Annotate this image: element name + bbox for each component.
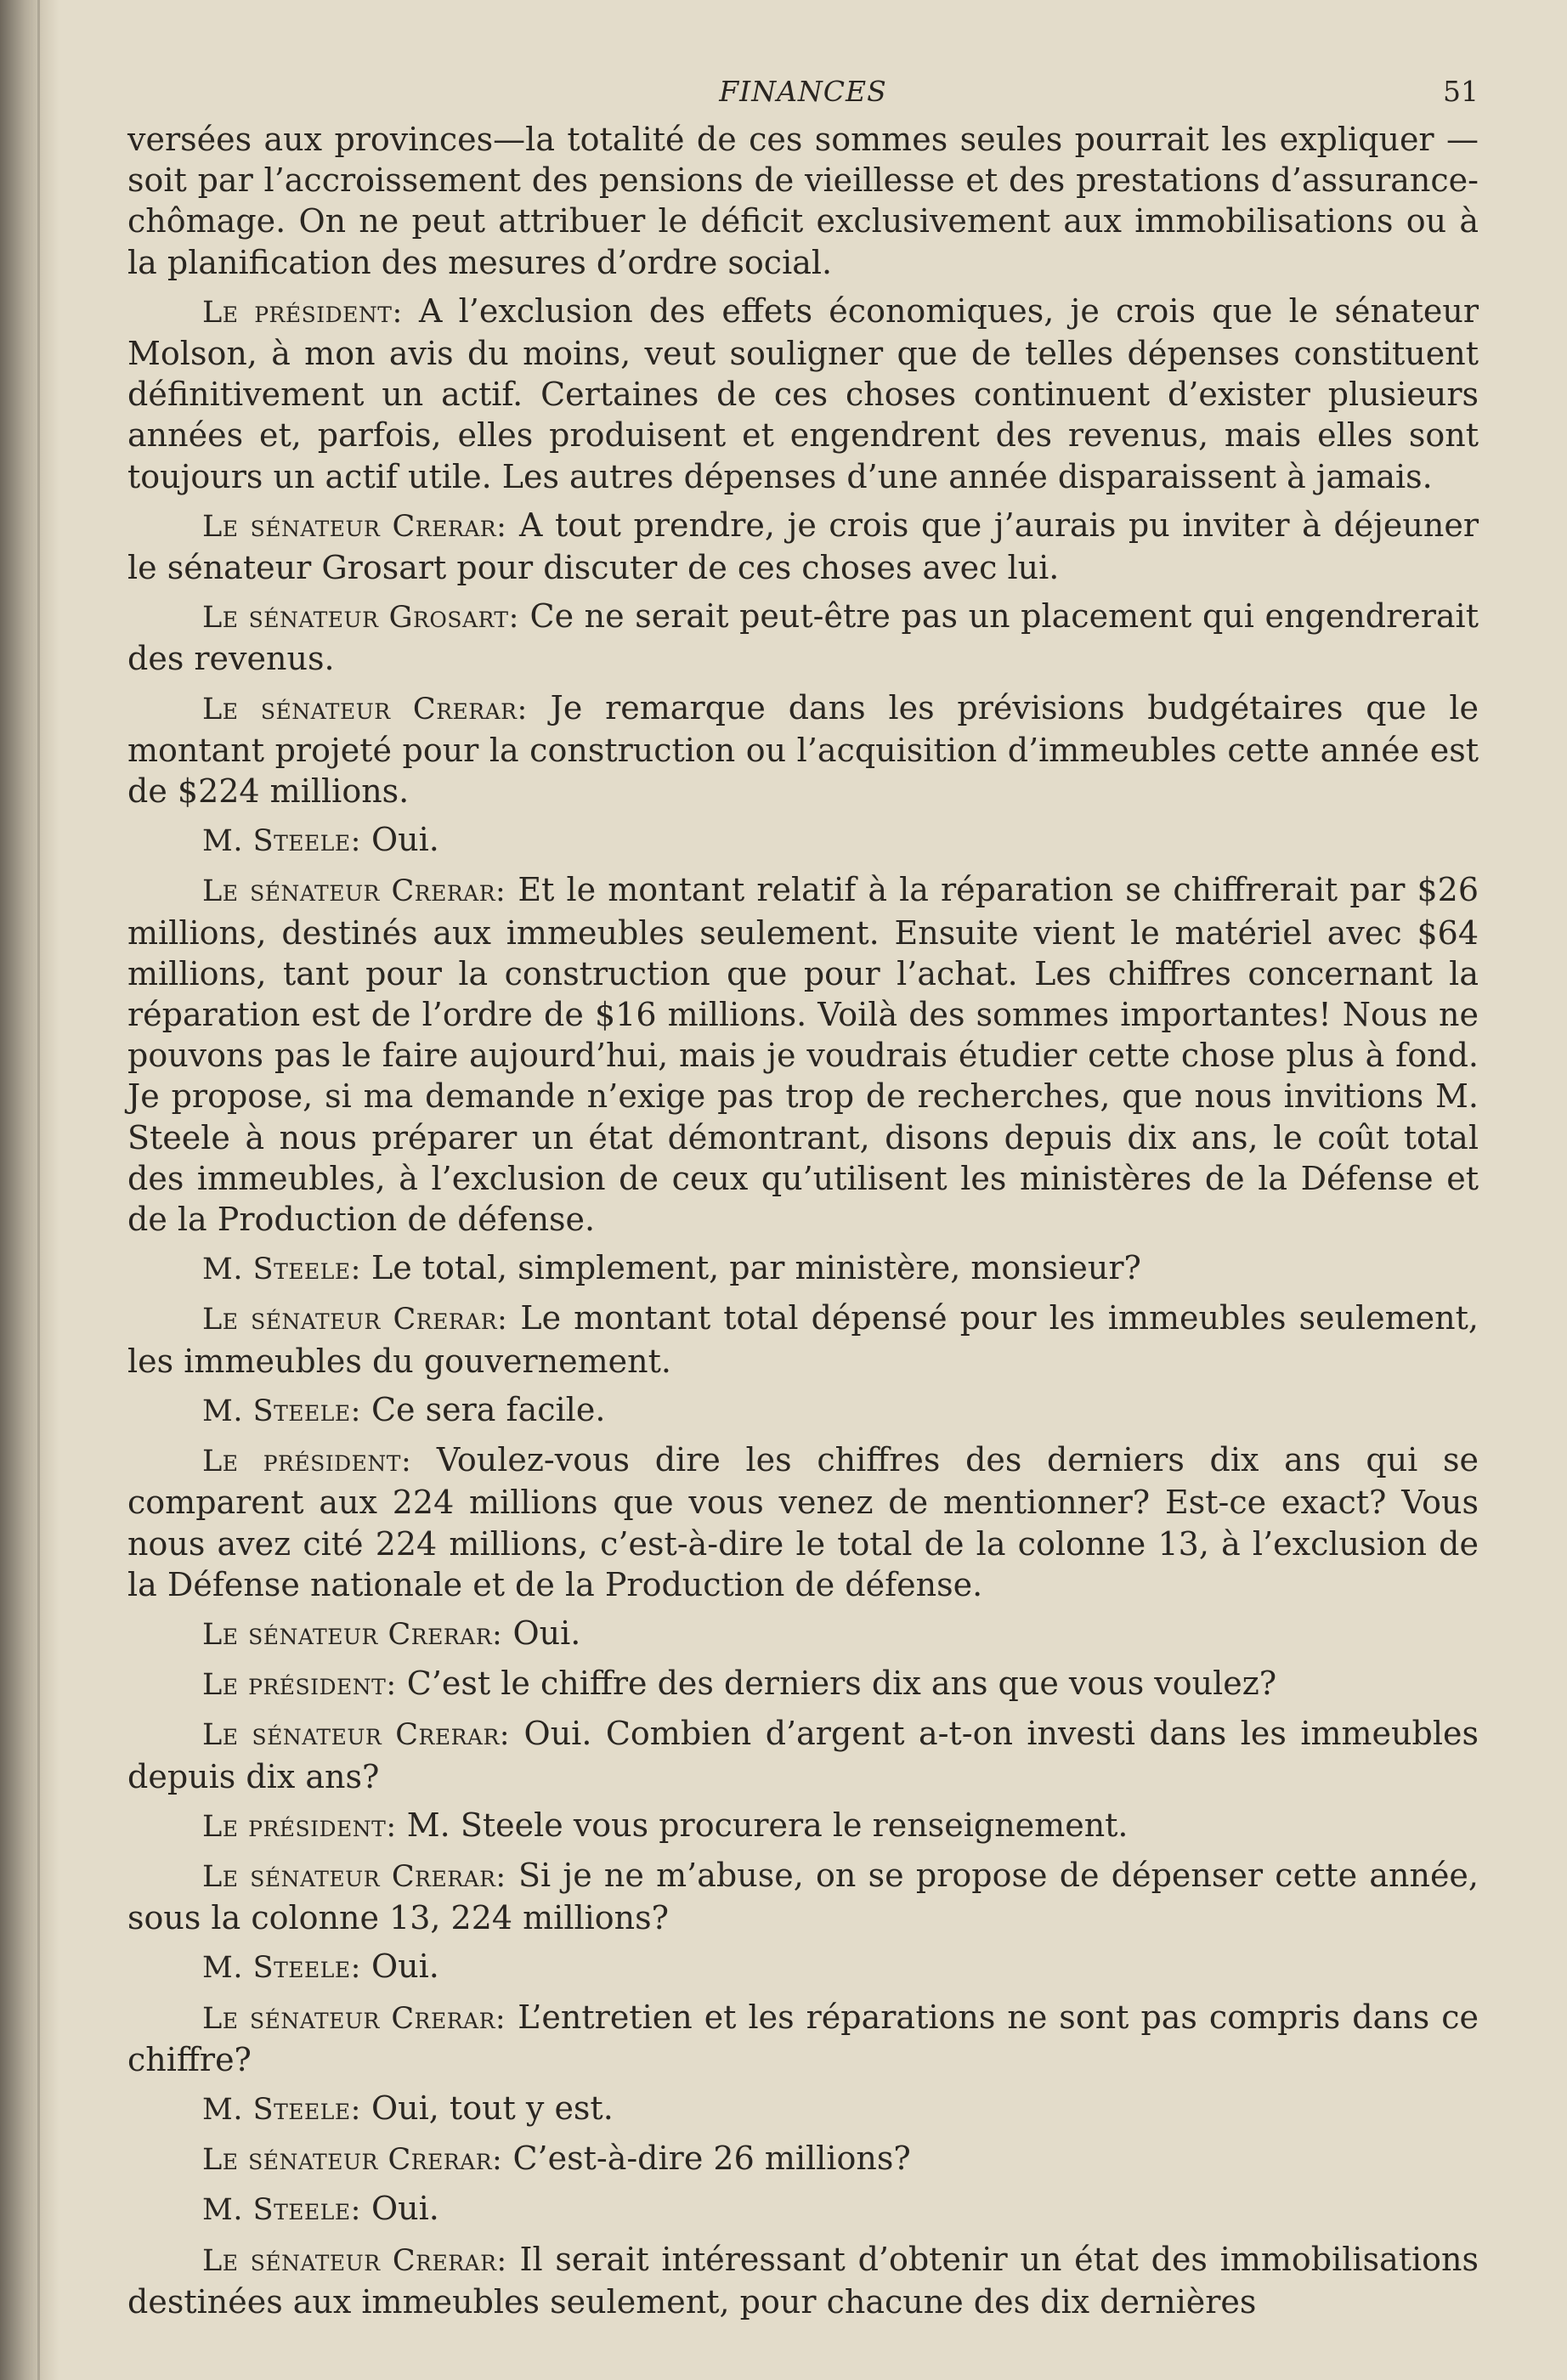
paragraph [127,291,1479,497]
paragraph-text: Voulez-vous dire les chiffres des derniers dix ans qui se comparent aux 224 millions que vous venez de mentionner? Est-ce exact? Vous nous avez cité 224 millions, c’est-à-dire le total de la colonne 13, à l’exclusion de la Défense nationale et de la Production de défense. [127,1441,1479,1603]
speaker-name: Le sénateur Crerar: [202,692,528,726]
transcript-body [127,119,1479,2322]
paragraph [127,119,1479,283]
paragraph-text: M. Steele vous procurera le renseignement. [406,1806,1129,1844]
speaker-name: M. Steele: [202,2193,361,2228]
paragraph [127,505,1479,588]
paragraph-text: Ce sera facile. [371,1390,606,1428]
speaker-name: M. Steele: [202,1394,361,1428]
paragraph-text: Oui. [371,821,439,859]
paragraph-text: Le montant total dépensé pour les immeubles seulement, les immeubles du gouvernement. [127,1299,1479,1380]
paragraph-text: versées aux provinces—la totalité de ces sommes seules pourrait les expliquer —soit par l’accroissement des pensions de vieillesse et des prestations d’assurance-chômage. On ne peut attribuer le déficit exclusivement aux immobilisations ou à la planification des mesures d’ordre social. [127,121,1479,281]
paragraph [127,1805,1479,1847]
speaker-name: Le sénateur Crerar: [202,874,506,909]
paragraph [127,687,1479,812]
paragraph [127,819,1479,862]
paragraph [127,1613,1479,1655]
paragraph-text: A l’exclusion des effets économiques, je crois que le sénateur Molson, à mon avis du moins, veut souligner que de telles dépenses constituent définitivement un actif. Certaines de ces choses continuent d’exister plusieurs années et, parfois, elles produisent et engendrent des revenus, mais elles sont toujours un actif utile. Les autres dépenses d’une année disparaissent à jamais. [127,291,1479,495]
speaker-name: Le sénateur Crerar: [202,2001,506,2036]
running-title: FINANCES [719,75,887,108]
speaker-name: Le président: [202,295,403,330]
speaker-name: Le sénateur Crerar: [202,509,507,544]
document-page [127,59,1479,2354]
page-number: 51 [1443,75,1479,108]
paragraph-text: Il serait intéressant d’obtenir un état des immobilisations destinées aux immeubles seulement, pour chacune des dix dernières [127,2240,1479,2321]
speaker-name: Le sénateur Crerar: [202,1718,511,1753]
page-edge [37,0,40,2380]
paragraph [127,2138,1479,2180]
paragraph-text: A tout prendre, je crois que j’aurais pu inviter à déjeuner le sénateur Grosart pour discuter de ces choses avec lui. [127,506,1479,587]
speaker-name: M. Steele: [202,2092,361,2127]
running-head [127,59,1479,110]
paragraph-text: Ce ne serait peut-être pas un placement qui engendrerait des revenus. [127,597,1479,678]
paragraph-text: Et le montant relatif à la réparation se chiffrerait par $26 millions, destinés aux immeubles seulement. Ensuite vient le matériel avec $64 millions, tant pour la construction que pour l’achat. Les chiffres concernant la réparation est de l’ordre de $16 millions. Voilà des sommes importantes! Nous ne pouvons pas le faire aujourd’hui, mais je voudrais étudier cette chose plus à fond. Je propose, si ma demande n’exige pas trop de recherches, que nous invitions M. Steele à nous préparer un état démontrant, disons depuis dix ans, le coût total des immeubles, à l’exclusion de ceux qu’utilisent les ministères de la Défense et de la Production de défense. [127,871,1479,1239]
paragraph-text: Oui. [512,1614,581,1652]
paragraph-text: Le total, simplement, par ministère, monsieur? [371,1249,1141,1287]
paragraph [127,2088,1479,2130]
paragraph-text: Oui. Combien d’argent a-t-on investi dans les immeubles depuis dix ans? [127,1715,1479,1795]
speaker-name: Le président: [202,1809,397,1844]
speaker-name: Le sénateur Crerar: [202,2243,507,2278]
paragraph [127,1297,1479,1381]
speaker-name: Le sénateur Crerar: [202,2143,503,2178]
paragraph-text: C’est le chiffre des derniers dix ans que vous voulez? [406,1665,1277,1703]
paragraph [127,596,1479,679]
speaker-name: M. Steele: [202,1951,361,1986]
paragraph-text: C’est-à-dire 26 millions? [512,2140,911,2178]
speaker-name: Le sénateur Crerar: [202,1617,503,1652]
paragraph [127,2188,1479,2230]
paragraph [127,1389,1479,1432]
paragraph [127,1855,1479,1938]
paragraph-text: Je remarque dans les prévisions budgétaires que le montant projeté pour la construction ou l’acquisition d’immeubles cette année est de $224 millions. [127,688,1479,811]
speaker-name: Le président: [202,1668,397,1703]
paragraph [127,1439,1479,1605]
paragraph-text: Oui. [371,2190,439,2228]
speaker-name: Le sénateur Crerar: [202,1859,506,1894]
paragraph [127,1713,1479,1796]
speaker-name: Le sénateur Crerar: [202,1303,508,1337]
paragraph [127,869,1479,1240]
paragraph-text: L’entretien et les réparations ne sont pas compris dans ce chiffre? [127,1998,1479,2078]
page-gutter-shadow [0,0,59,2380]
paragraph [127,1946,1479,1988]
paragraph-text: Si je ne m’abuse, on se propose de dépenser cette année, sous la colonne 13, 224 millions? [127,1856,1479,1937]
paragraph [127,1247,1479,1290]
speaker-name: M. Steele: [202,1252,361,1287]
speaker-name: Le sénateur Grosart: [202,601,519,636]
paragraph [127,1663,1479,1705]
speaker-name: M. Steele: [202,824,361,859]
paragraph [127,2239,1479,2322]
paragraph [127,1997,1479,2080]
paragraph-text: Oui, tout y est. [371,2089,614,2127]
speaker-name: Le président: [202,1444,412,1479]
paragraph-text: Oui. [371,1948,439,1986]
